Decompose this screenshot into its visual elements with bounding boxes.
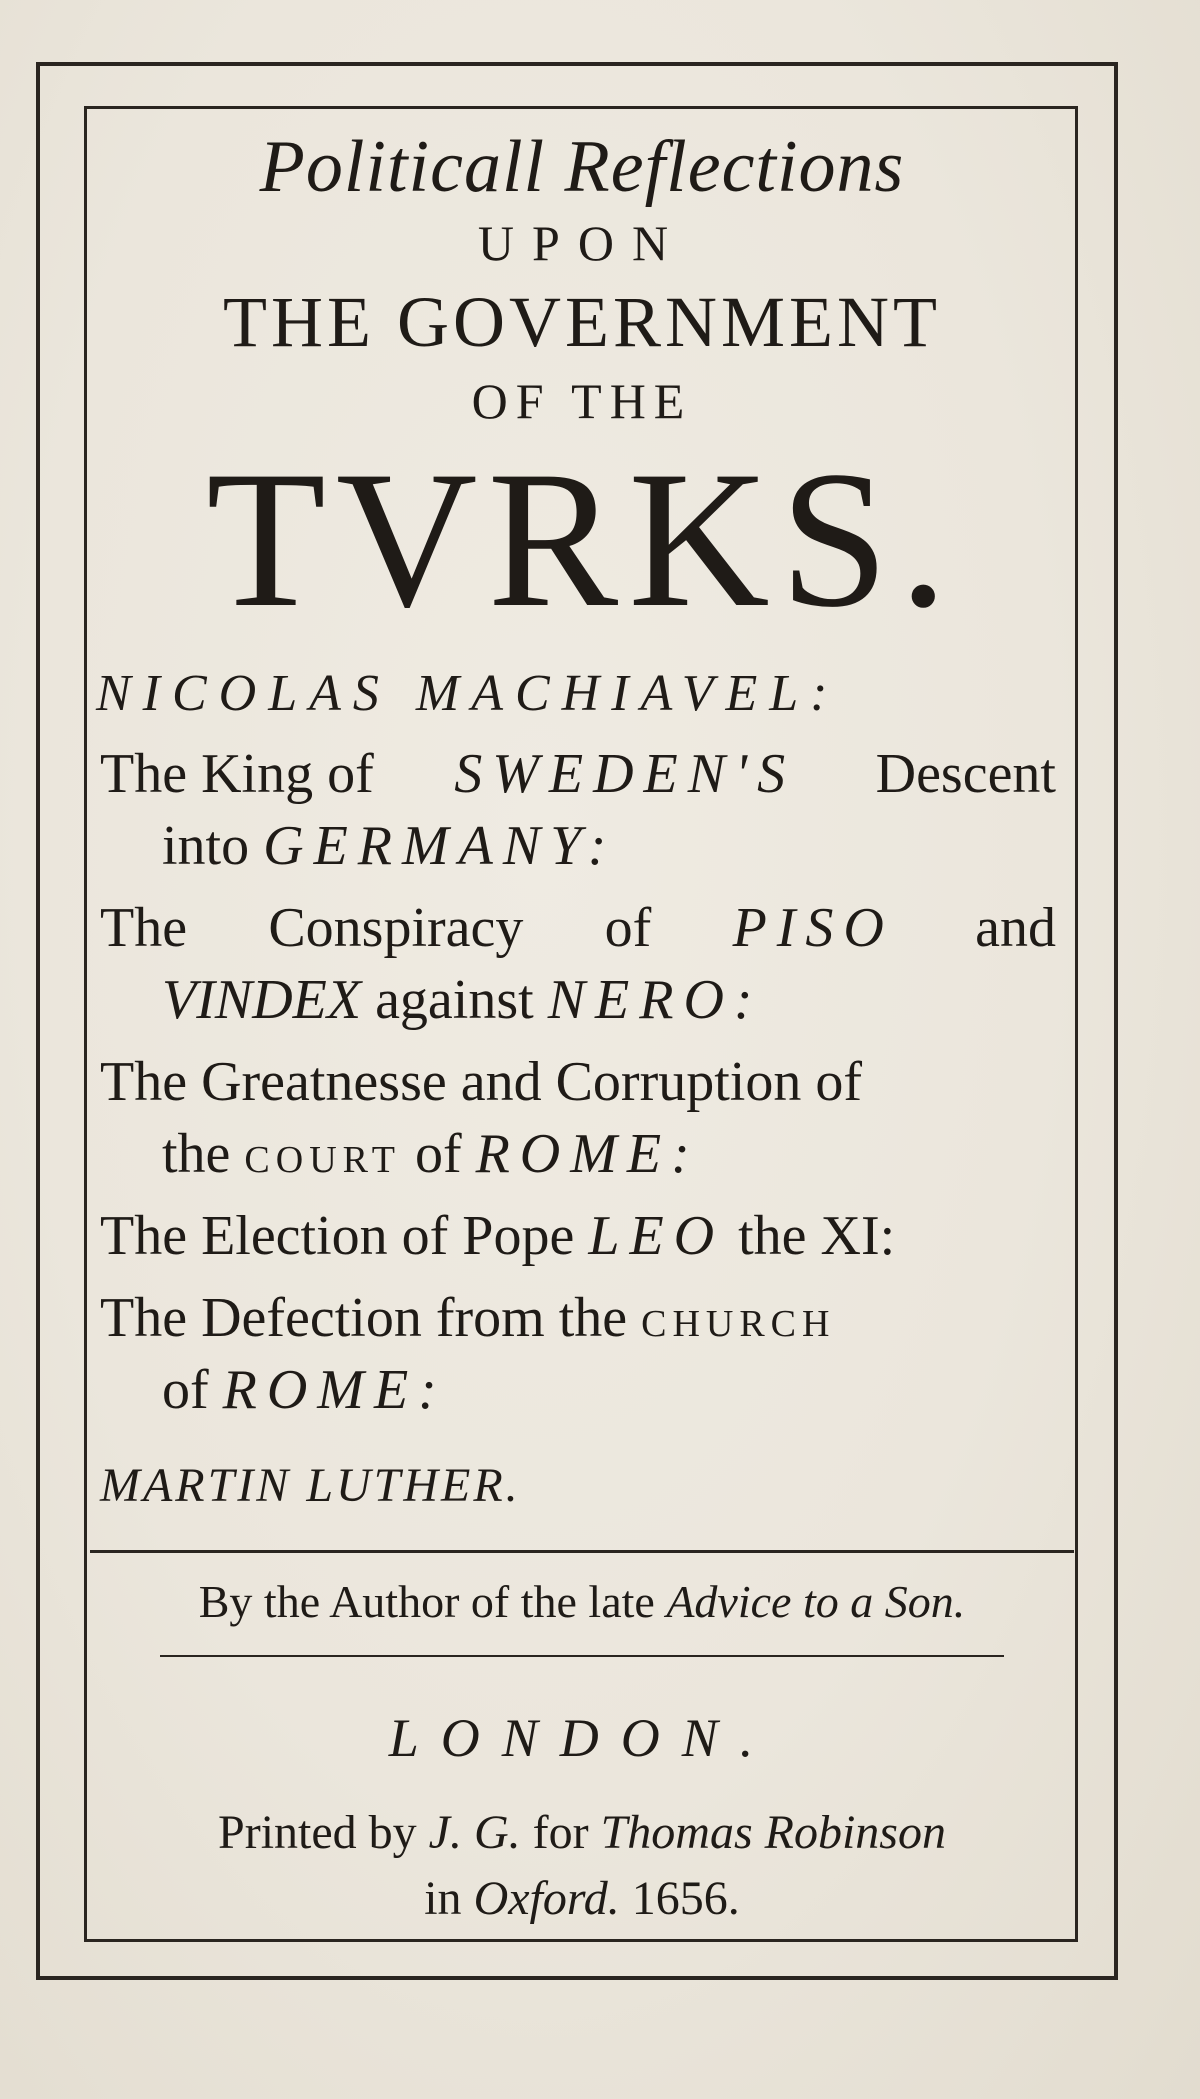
leo-text-a: The Election of Pope bbox=[100, 1205, 575, 1267]
court-text-d: ROME: bbox=[475, 1123, 700, 1185]
piso-text-b: Conspiracy bbox=[268, 897, 524, 959]
title-line-turks: TVRKS. bbox=[206, 431, 958, 648]
contents-line-sweden bbox=[90, 743, 1074, 805]
title-content bbox=[90, 126, 1074, 1925]
vindex-text-b: against bbox=[375, 969, 534, 1031]
germany-text-b: GERMANY: bbox=[263, 815, 617, 877]
defection-text-b: CHURCH bbox=[641, 1303, 836, 1345]
contents-line-court bbox=[90, 1123, 1074, 1185]
title-line-upon: UPON bbox=[477, 215, 687, 271]
germany-text-a: into bbox=[162, 815, 250, 877]
divider-rule-bottom bbox=[160, 1655, 1004, 1657]
rome-text-b: ROME: bbox=[222, 1359, 447, 1421]
byline-text-b: Advice to a Son. bbox=[666, 1576, 966, 1627]
piso-text-c: of bbox=[604, 897, 652, 959]
leo-text-b: LEO bbox=[588, 1205, 725, 1267]
imprint-place: LONDON. bbox=[388, 1708, 776, 1768]
piso-text-e: and bbox=[975, 897, 1056, 959]
court-text-b: COURT bbox=[244, 1139, 401, 1181]
sweden-text-a: The King of bbox=[100, 743, 374, 805]
imprint-location-year bbox=[90, 1872, 1074, 1925]
rome-text-a: of bbox=[162, 1359, 209, 1421]
title-line-reflections: Politicall Reflections bbox=[259, 126, 905, 208]
title-line-of-the: OF THE bbox=[471, 373, 693, 429]
imprint-printer bbox=[90, 1806, 1074, 1859]
contents-line-rome bbox=[90, 1359, 1074, 1421]
piso-text-a: The bbox=[100, 897, 188, 959]
sweden-text-c: Descent bbox=[875, 743, 1056, 805]
contents-line-leo bbox=[90, 1205, 1074, 1267]
contents-line-luther: MARTIN LUTHER. bbox=[100, 1459, 521, 1512]
contents-line-greatnesse: The Greatnesse and Corruption of bbox=[100, 1051, 862, 1113]
vindex-text-c: NERO: bbox=[547, 969, 763, 1031]
divider-rule-top bbox=[90, 1550, 1074, 1553]
oxford-text-b: Oxford. bbox=[473, 1872, 620, 1925]
vindex-text-a: VINDEX bbox=[162, 969, 362, 1031]
court-text-c: of bbox=[414, 1123, 462, 1185]
oxford-text-a: in bbox=[424, 1872, 462, 1925]
contents-line-germany bbox=[90, 815, 1074, 877]
piso-text-d: PISO bbox=[732, 897, 894, 959]
defection-text-a: The Defection from the bbox=[100, 1287, 628, 1349]
byline-text-a: By the Author of the late bbox=[198, 1576, 655, 1627]
title-line-government: THE GOVERNMENT bbox=[223, 282, 941, 362]
printer-text-c: for bbox=[532, 1806, 589, 1859]
oxford-text-c: 1656. bbox=[631, 1872, 740, 1925]
printer-text-b: J. G. bbox=[428, 1806, 521, 1859]
contents-line-defection bbox=[90, 1287, 1074, 1349]
byline bbox=[90, 1576, 1074, 1627]
contents-line-vindex bbox=[90, 969, 1074, 1031]
printer-text-d: Thomas Robinson bbox=[600, 1806, 946, 1859]
court-text-a: the bbox=[162, 1123, 231, 1185]
leo-text-c: the XI: bbox=[738, 1205, 896, 1267]
printer-text-a: Printed by bbox=[218, 1806, 417, 1859]
contents-line-piso bbox=[90, 897, 1074, 959]
author-name: NICOLAS MACHIAVEL: bbox=[96, 665, 840, 722]
sweden-text-b: SWEDEN'S bbox=[454, 743, 796, 805]
